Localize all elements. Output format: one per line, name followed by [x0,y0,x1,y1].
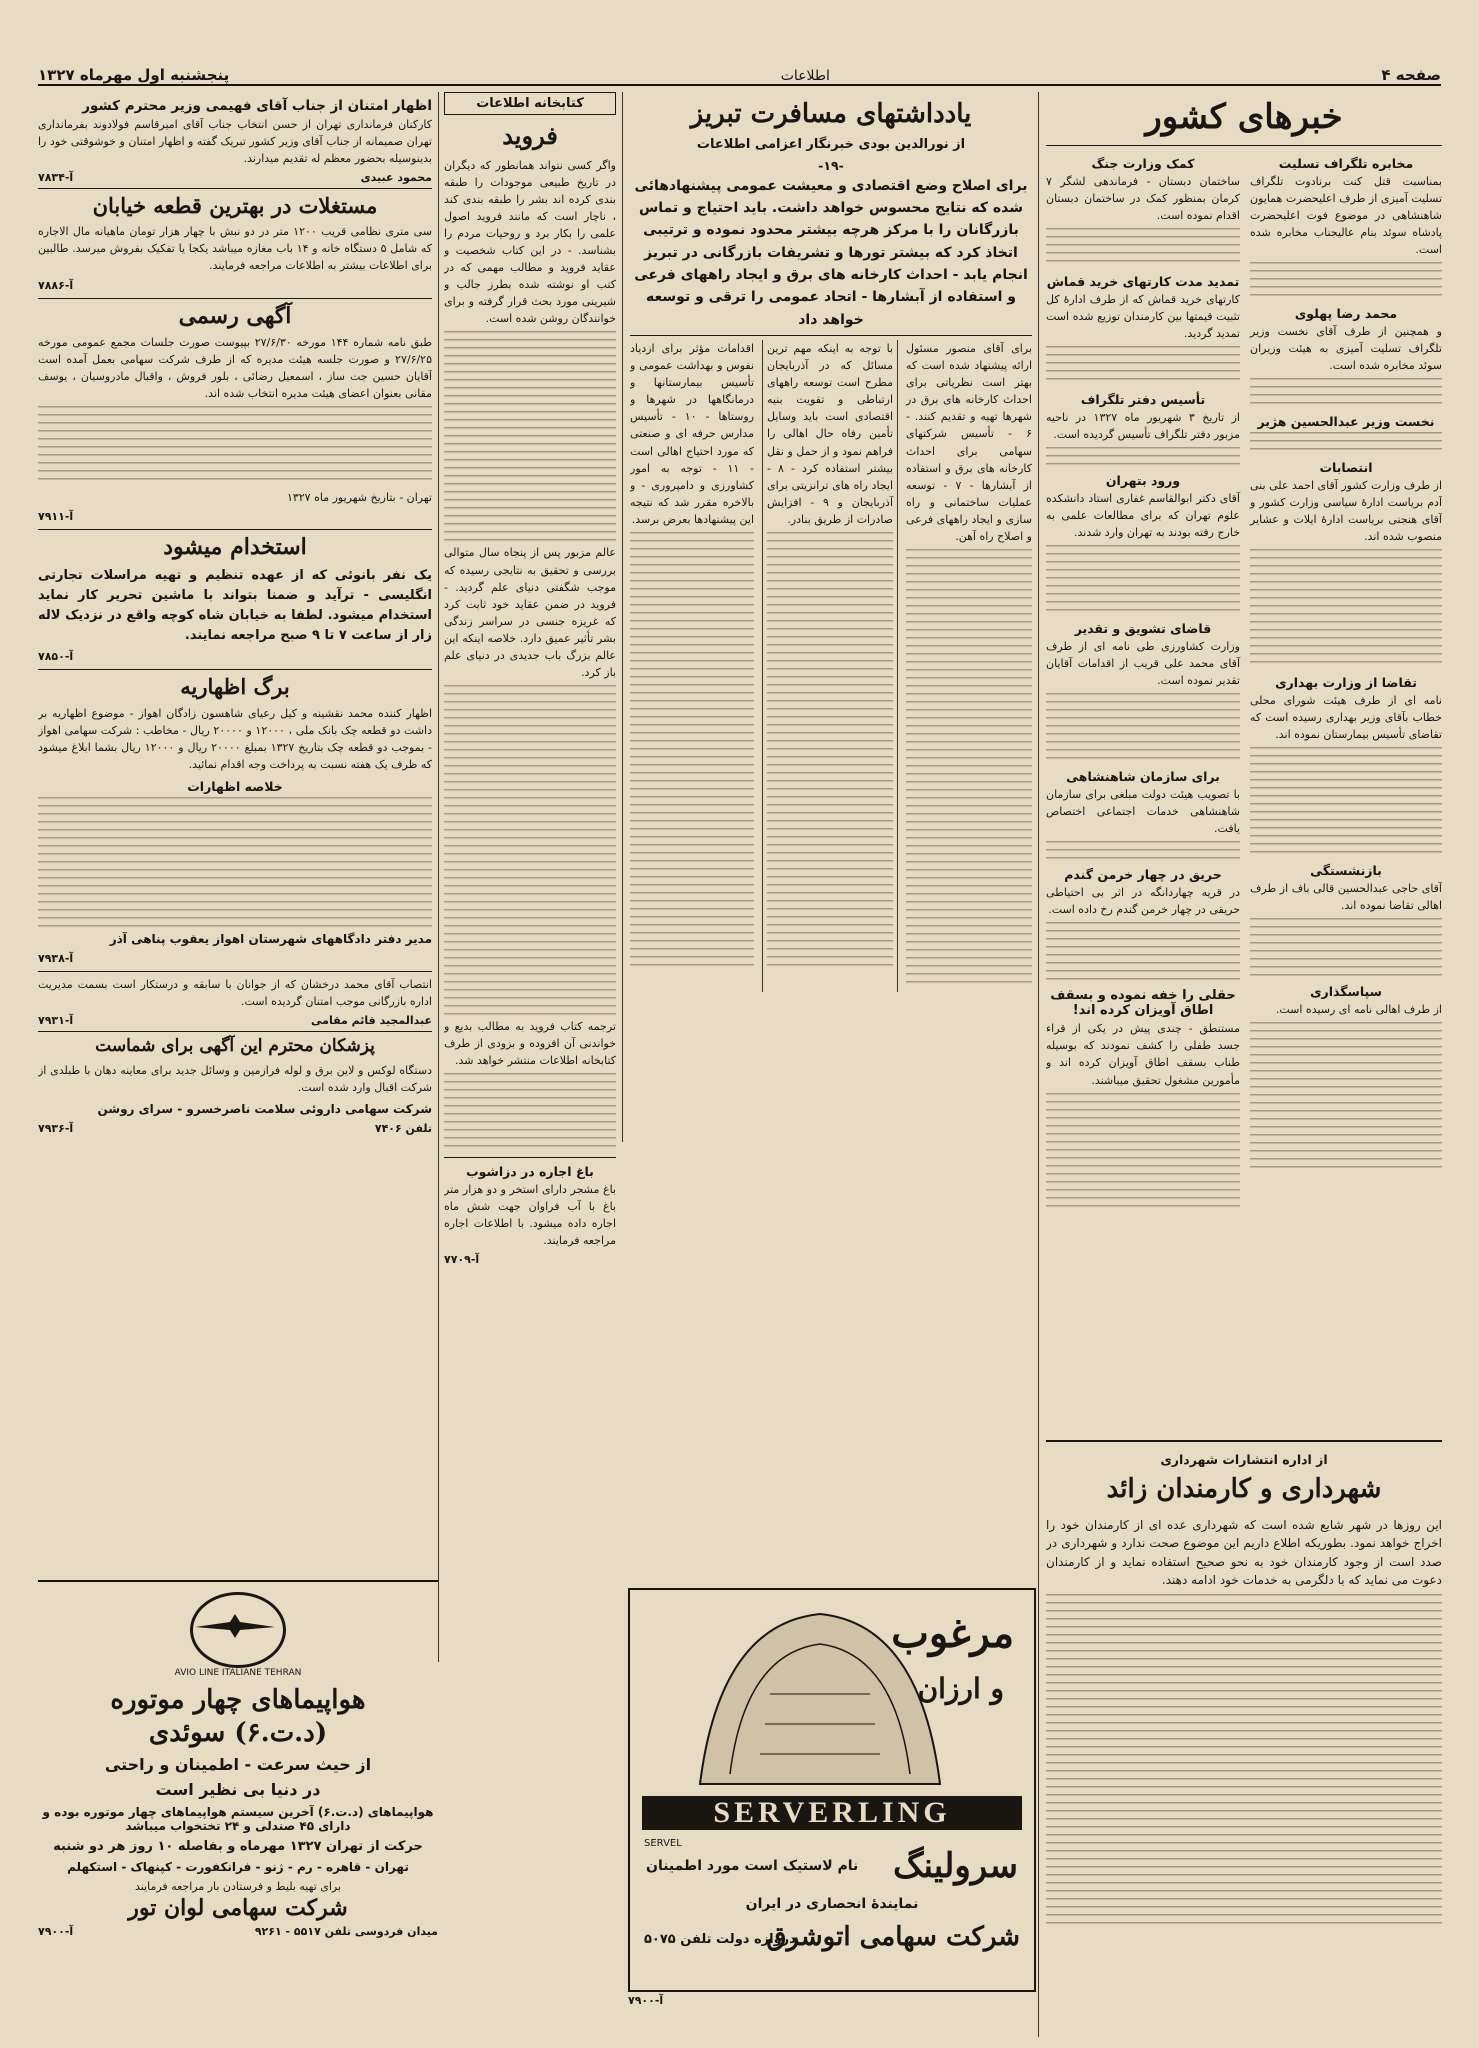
notice-signer: محمود عبیدی [360,171,432,185]
notice-date: تهران - بتاریخ شهریور ماه ۱۳۲۷ [286,491,432,505]
servel-agent: نمایندۀ انحصاری در ایران [745,1896,919,1912]
section-text: وزارت کشاورزی طی نامه ای از طرف آقای محمد علی قریب از اقدامات آقایان تقدیر نموده است. [1046,640,1240,688]
library-title: فروید [502,121,558,150]
section-heading: ورود بتهران [1105,472,1181,488]
section-heading: محمد رضا پهلوی [1294,305,1398,321]
rent-text: باغ مشجر دارای استخر و دو هزار متر باغ با آب فراوان جهت شش ماه اجاره داده میشود. با اطلاعات اجاره مراجعه فرمایند. [444,1182,616,1248]
airline-slogan: از حیث سرعت - اطمینان و راحتی [104,1755,372,1774]
library-text: واگر کسی نتواند همانطور که دیگران در تاریخ طبیعی موجودات را طبقه بندی کرده اند بشر را طبقه بندی کند ، ناچار است که مانند فروید اصول علمی را بکار برد و روحیات مردم را بشناسد. - در این کتاب شخصیت و عقاید فروید و مطالب مهمی که در کتب او نوشته شده بطرز جالب و شیرینی مورد بحث قرار گرفته و برای خوانندگان روشن شده است. [444,159,616,326]
section-heading: تمدید مدت کارتهای خرید قماش [1046,273,1240,289]
notice-phone: تلفن ۷۴۰۶ [374,1122,432,1136]
section-text: از طرف وزارت کشور آقای احمد علی بنی آدم بریاست ادارۀ سیاسی وزارت کشور و آقای هنجنی بریاست ادارۀ ایلات و عشایر منصوب شده اند. [1250,478,1442,544]
section-text: با تصویب هیئت دولت مبلغی برای سازمان شاهنشاهی خدمات اجتماعی اختصاص یافت. [1046,788,1240,836]
notice-text: یک نفر بانوئی که از عهده تنظیم و تهیه مراسلات تجارتی انگلیسی - ترآید و ضمنا بتواند با ماشین تحریر کار نماید استخدام میشود. لطفا به خیابان شاه کوچه واقع در نزدیک لاله زار از ساعت ۷ تا ۹ صبح مراجعه نمایند. [38,567,432,644]
servel-tag: مرغوب [891,1610,1014,1657]
news-column [1046,92,1442,1512]
section-heading: قاضای تشویق و تقدیر [1074,621,1212,637]
municipal-text: این روزها در شهر شایع شده است که شهرداری عده ای از کارمندان خود را اخراج خواهد نمود. بطوریکه اطلاع داریم این موضوع صحت ندارد و شهرداری در صدد است از وجود کارمندان خود به نحو صحیح استفاده نماید و از کارمندان دعوت می نماید که با دلگرمی به خدمات خود ادامه دهند. [1046,1517,1442,1588]
notice-text: اظهار کننده محمد نقشینه و کیل رعیای شاهسون زادگان اهواز - موضوع اظهاریه بر داشت دو قطعه چک بانک ملی ، ۱۲۰۰۰ و ۲۰۰۰۰ ریال - مخاطب : شرکت سهامی اهواز - بموجب دو قطعه چک بتاریخ ۱۳۲۷ بمبلغ ۲۰۰۰۰ ریال و ۱۲۰۰۰ ریال بشما ابلاغ میشود که ظرف یک هفته نسبت به پرداخت وجه اقدام نمائید. [38,706,432,771]
section-heading: سپاسگذاری [1310,984,1382,1000]
travel-lead: برای اصلاح وضع اقتصادی و معیشت عمومی پیشنهادهائی شده که نتایج محسوس خواهد داشت. باید احتیاج و تماس بازرگانان را با مرکز هرچه بیشتر محدود نموده و ترتیبی اتخاذ کرد که بیشتر تورها و تشریفات بازرگانی در تبریز انجام یابد - احداث کارخانه های برق و ایجاد راههای فرعی و استفاده از آبشارها - اتحاد عمومی را ترقی و توسعه خواهد داد [634,177,1028,328]
airline-model: (د.ت.۶) سوئدی [148,1717,328,1748]
ad-code: آ-۷۸۸۶ [38,278,74,292]
section-heading: بازنشستگی [1310,863,1382,879]
section-text: آقای دکتر ابوالقاسم غفاری استاد دانشکده علوم تهران که برای مطالعات علمی به خارج رفته بودند به تهران وارد شدند. [1046,491,1240,539]
travel-col-c [630,340,754,992]
servel-address: دروازه دولت تلفن ۵۰۷۵ [644,1932,796,1947]
section-heading: حریق در چهار خرمن گندم [1064,867,1222,883]
section-heading: کمک وزارت جنگ [1091,155,1195,171]
airline-address: میدان فردوسی تلفن ۵۵۱۷ - ۹۲۶۱ [254,1924,438,1938]
notice-title: استخدام میشود [163,534,307,561]
news-title: خبرهای کشور [1145,97,1343,137]
ad-code: آ-۷۸۳۴ [38,171,74,185]
airline-brand: AVIO LINE ITALIANE TEHRAN [174,1668,302,1678]
issue-date: پنجشنبه اول مهرماه ۱۳۲۷ [38,66,230,84]
servel-illustration [660,1604,960,1794]
airline-company: شرکت سهامی لوان تور [128,1895,348,1921]
section-heading: انتصابات [1319,459,1373,475]
library-header: کتابخانه اطلاعات [444,92,616,115]
notice-text: سی متری نظامی قریب ۱۲۰۰ متر در دو نبش با چهار هزار تومان ماهیانه مال الاجاره که شامل ۵ دستگاه خانه و ۱۴ باب مغازه میباشد یکجا یا تفکیک بفروش میرسد. طالبین برای اطلاعات بیشتر به اطلاعات مراجعه فرمایند. [38,225,432,273]
rent-title: باغ اجاره در دزاشوب [466,1163,594,1179]
notice-text: انتصاب آقای محمد درخشان که از جوانان با سابقه و درستکار است بسمت مدیریت اداره بازرگانی موجب امتنان گردیده است. [38,978,432,1009]
notice-title: اظهار امتنان از جناب آقای فهیمی وزیر محترم کشور [82,98,432,114]
municipal-intro: از اداره انتشارات شهرداری [1160,1452,1328,1467]
municipal-title: شهرداری و کارمندان زائد [1106,1474,1382,1504]
airline-slogan: در دنیا بی نظیر است [155,1780,321,1799]
travel-text: اقدامات مؤثر برای ازدیاد نفوس و بهداشت عمومی و تأسیس بیمارستانها و درمانگاهها در شهرها و روستاها - ۱۰ - تأسیس مدارس حرفه ای و صنعتی که مورد احتیاج اهالی است - ۱۱ - توجه به امور کشاورزی و دامپروری - و بالاخره مقرر شد که نتیجه این پیشنهادها بعرض برسد. [630,342,755,526]
ad-code: آ-۷۹۰۰ [38,1924,74,1938]
servel-brand-mark: SERVERLING [642,1796,1022,1830]
section-text: از طرف اهالی نامه ای رسیده است. [1275,1003,1442,1017]
section-heading: برای سازمان شاهنشاهی [1066,769,1220,785]
column-rule [438,92,439,1662]
servel-tag: و ارزان [917,1672,1004,1705]
ad-code: آ-۷۸۵۰ [38,650,74,664]
ad-code: آ-۷۹۳۱ [38,1014,74,1028]
section-text: کارتهای خرید قماش که از طرف ادارۀ کل تثبیت قیمتها بین کارمندان توزیع شده است تمدید گردید. [1046,292,1240,340]
ad-code: آ-۷۹۳۶ [38,1122,74,1136]
paper-name: اطلاعات [780,68,830,84]
section-text: و همچنین از طرف آقای نخست وزیر تلگراف تسلیت آمیزی به هیئت وزیران سوئد مخابره شده است. [1250,324,1442,372]
section-heading: نخست وزیر عبدالحسین هژیر [1257,413,1435,429]
travel-byline: از نورالدین بودی خبرنگار اعزامی اطلاعات [696,136,966,152]
library-text: ترجمه کتاب فروید به مطالب بدیع و خواندنی آن افزوده و بزودی از طرف کتابخانه اطلاعات منتشر خواهد شد. [444,1019,616,1067]
section-heading: حقلی را خفه نموده و بسقف اطاق آویزان کرده اند! [1050,988,1236,1019]
column-rule [1038,92,1039,2037]
library-text: عالم مزبور پس از پنجاه سال متوالی بررسی و تحقیق به نتایجی رسیده که موجب شگفتی دنیای علم گردید. - فروید در ضمن عقاید خود ثابت کرد که غریزه جنسی در سراسر زندگی بشر تأثیر عمیق دارد. خلاصه اینکه این عالم بزرگ باب جدیدی در دنیای علم باز کرد. [444,546,616,679]
section-text: در قریه چهاردانگه در اثر بی احتیاطی حریقی در چهار خرمن گندم رخ داده است. [1046,886,1240,917]
section-text: مستنطق - چندی پیش در یکی از قراء جسد طفلی را کشف نمودند که بوسیله طناب بسقف اطاق آویزان کرده اند و مأمورین مشغول تحقیق میباشند. [1046,1022,1240,1087]
airline-route: تهران - قاهره - رم - ژنو - فرانکفورت - کپنهاک - استکهلم [67,1860,409,1874]
travel-text: با توجه به اینکه مهم ترین مسائل که در آذربایجان مطرح است توسعه راههای ارتباطی و تقویت بنیه اقتصادی است باید وسایل تأمین رفاه حال اهالی را فراهم نمود و از حمل و نقل بیشتر استفاده کرد - ۸ - ایجاد راه های ترانزیتی برای آذربایجان و ۹ - افزایش صادرات از طریق بنادر. [767,342,894,526]
travel-number: -۱۹- [818,157,844,173]
notice-text: طبق نامه شماره ۱۴۴ مورخه ۲۷/۶/۳۰ بپیوست صورت جلسات مجمع عمومی مورخه ۲۷/۶/۲۵ و صورت جلسه هیئت مدیره که از طرف شرکت سهامی بعمل آمده است آقایان حسین جت ساز ، اسمعیل رضائی ، بلور فروش ، واقبال مادروسیان ، یوسف مقانی بعنوان اعضای هیئت مدیره انتخاب شده اند. [38,336,432,401]
servel-brand: SERVEL [644,1838,682,1849]
ad-code: آ-۷۹۳۸ [38,952,74,966]
news-subcol-left [1046,150,1240,1216]
column-rule [622,92,623,1142]
travel-col-a [906,340,1032,992]
travel-text: برای آقای منصور مسئول ارائه پیشنهاد شده است که بهتر است نظریاتی برای احداث کارخانه های برق در شهرها تهیه و تقدیم کنند. - ۶ - تأسیس شرکتهای سهامی برای احداث کارخانه های برق و استفاده از آبشارها - ۷ - توسعه عملیات ساختمانی و راه سازی و ایجاد راههای فرعی و اصلاح راه آهن. [906,342,1032,543]
section-text: از تاریخ ۳ شهریور ماه ۱۳۲۷ در ناحیه مزبور دفتر تلگراف تأسیس گردیده است. [1046,410,1240,441]
airline-text: هواپیماهای (د.ت.۶) آخرین سیستم هواپیماهای چهار موتوره بوده و دارای ۴۵ صندلی و ۲۴ تختخواب میباشد [42,1805,434,1833]
airline-schedule: حرکت از تهران ۱۳۲۷ مهرماه و بفاصله ۱۰ روز هر دو شنبه [53,1839,423,1854]
notice-signer: عبدالمجید قائم مقامی [311,1014,432,1028]
municipal-article [1046,1440,1442,2002]
servel-ad [628,1588,1036,1992]
section-heading: مخابره تلگراف تسلیت [1278,155,1414,171]
section-heading: تقاضا از وزارت بهداری [1275,675,1417,691]
servel-product: سرولینگ [893,1846,1018,1886]
notice-signer: مدیر دفتر دادگاههای شهرستان اهواز یعقوب پناهی آذر [109,931,432,946]
page-number: صفحه ۴ [1381,66,1441,84]
travel-article [630,92,1032,1132]
travel-title: یادداشتهای مسافرت تبریز [690,99,972,129]
section-text: نامه ای از طرف هیئت شورای محلی خطاب بآقای وزیر بهداری رسیده است که تقاضای تأسیس بیمارستان نموده اند. [1250,694,1442,742]
section-heading: تأسیس دفتر تلگراف [1080,391,1206,407]
airline-ad [38,1580,438,2002]
notice-text: کارکنان فرمانداری تهران از حسن انتخاب جناب آقای امیرقاسم فولادوند بفرمانداری تهران صمیمانه از جناب آقای وزیر کشور تبریک گفته و اظهار امتنان و خوشوقتی خود را بدینوسیله بحضور معظم له تقدیم میدارند. [38,118,432,166]
notice-title: آگهی رسمی [178,302,292,329]
notice-company: شرکت سهامی داروئی سلامت ناصرخسرو - سرای روشن [97,1101,432,1116]
servel-product-sub: نام لاستیک است مورد اطمینان [646,1858,859,1874]
section-text: آقای حاجی عبدالحسین قالی باف از طرف اهالی تقاضا نموده اند. [1250,882,1442,913]
notice-text: دستگاه لوکس و لاین برق و لوله فرازمین و وسائل جدید برای معاینه دهان با طبلدی از شرکت اقبال وارد شده است. [38,1063,432,1094]
ad-code: آ-۷۷۰۹ [444,1253,480,1267]
servel-company: شرکت سهامی اتوشرق [766,1922,1020,1952]
ad-code: آ-۷۹۱۱ [38,510,74,524]
airline-note: برای تهیه بلیط و فرستادن بار مراجعه فرمایند [134,1880,342,1893]
notice-title: مستغلات در بهترین قطعه خیابان [92,193,378,219]
section-text: بمناسبت قتل کنت برنادوت تلگراف تسلیت آمیزی از طرف اعلیحضرت همایون شاهنشاهی در موضوع فوت اعلیحضرت پادشاه سوئد بنام عالیجناب مخابره شده است. [1250,174,1442,256]
ad-code: آ-۷۹۰۰ [628,1994,664,2007]
masthead [38,58,1441,86]
airline-logo [190,1592,286,1668]
travel-col-b [762,340,898,992]
section-text: ساختمان دبستان - فرماندهی لشگر ۷ کرمان بمنظور کمک در ساختمان دبستان اقدام نموده است. [1046,174,1240,222]
notice-subtitle: خلاصه اظهارات [187,778,283,794]
library-column [444,92,616,1372]
notice-title: پزشکان محترم این آگهی برای شماست [95,1036,375,1057]
notice-title: برگ اظهاریه [180,674,290,700]
airline-title: هواپیماهای چهار موتوره [110,1685,366,1715]
news-subcol-right [1250,150,1442,1216]
notices-column [38,92,432,1572]
